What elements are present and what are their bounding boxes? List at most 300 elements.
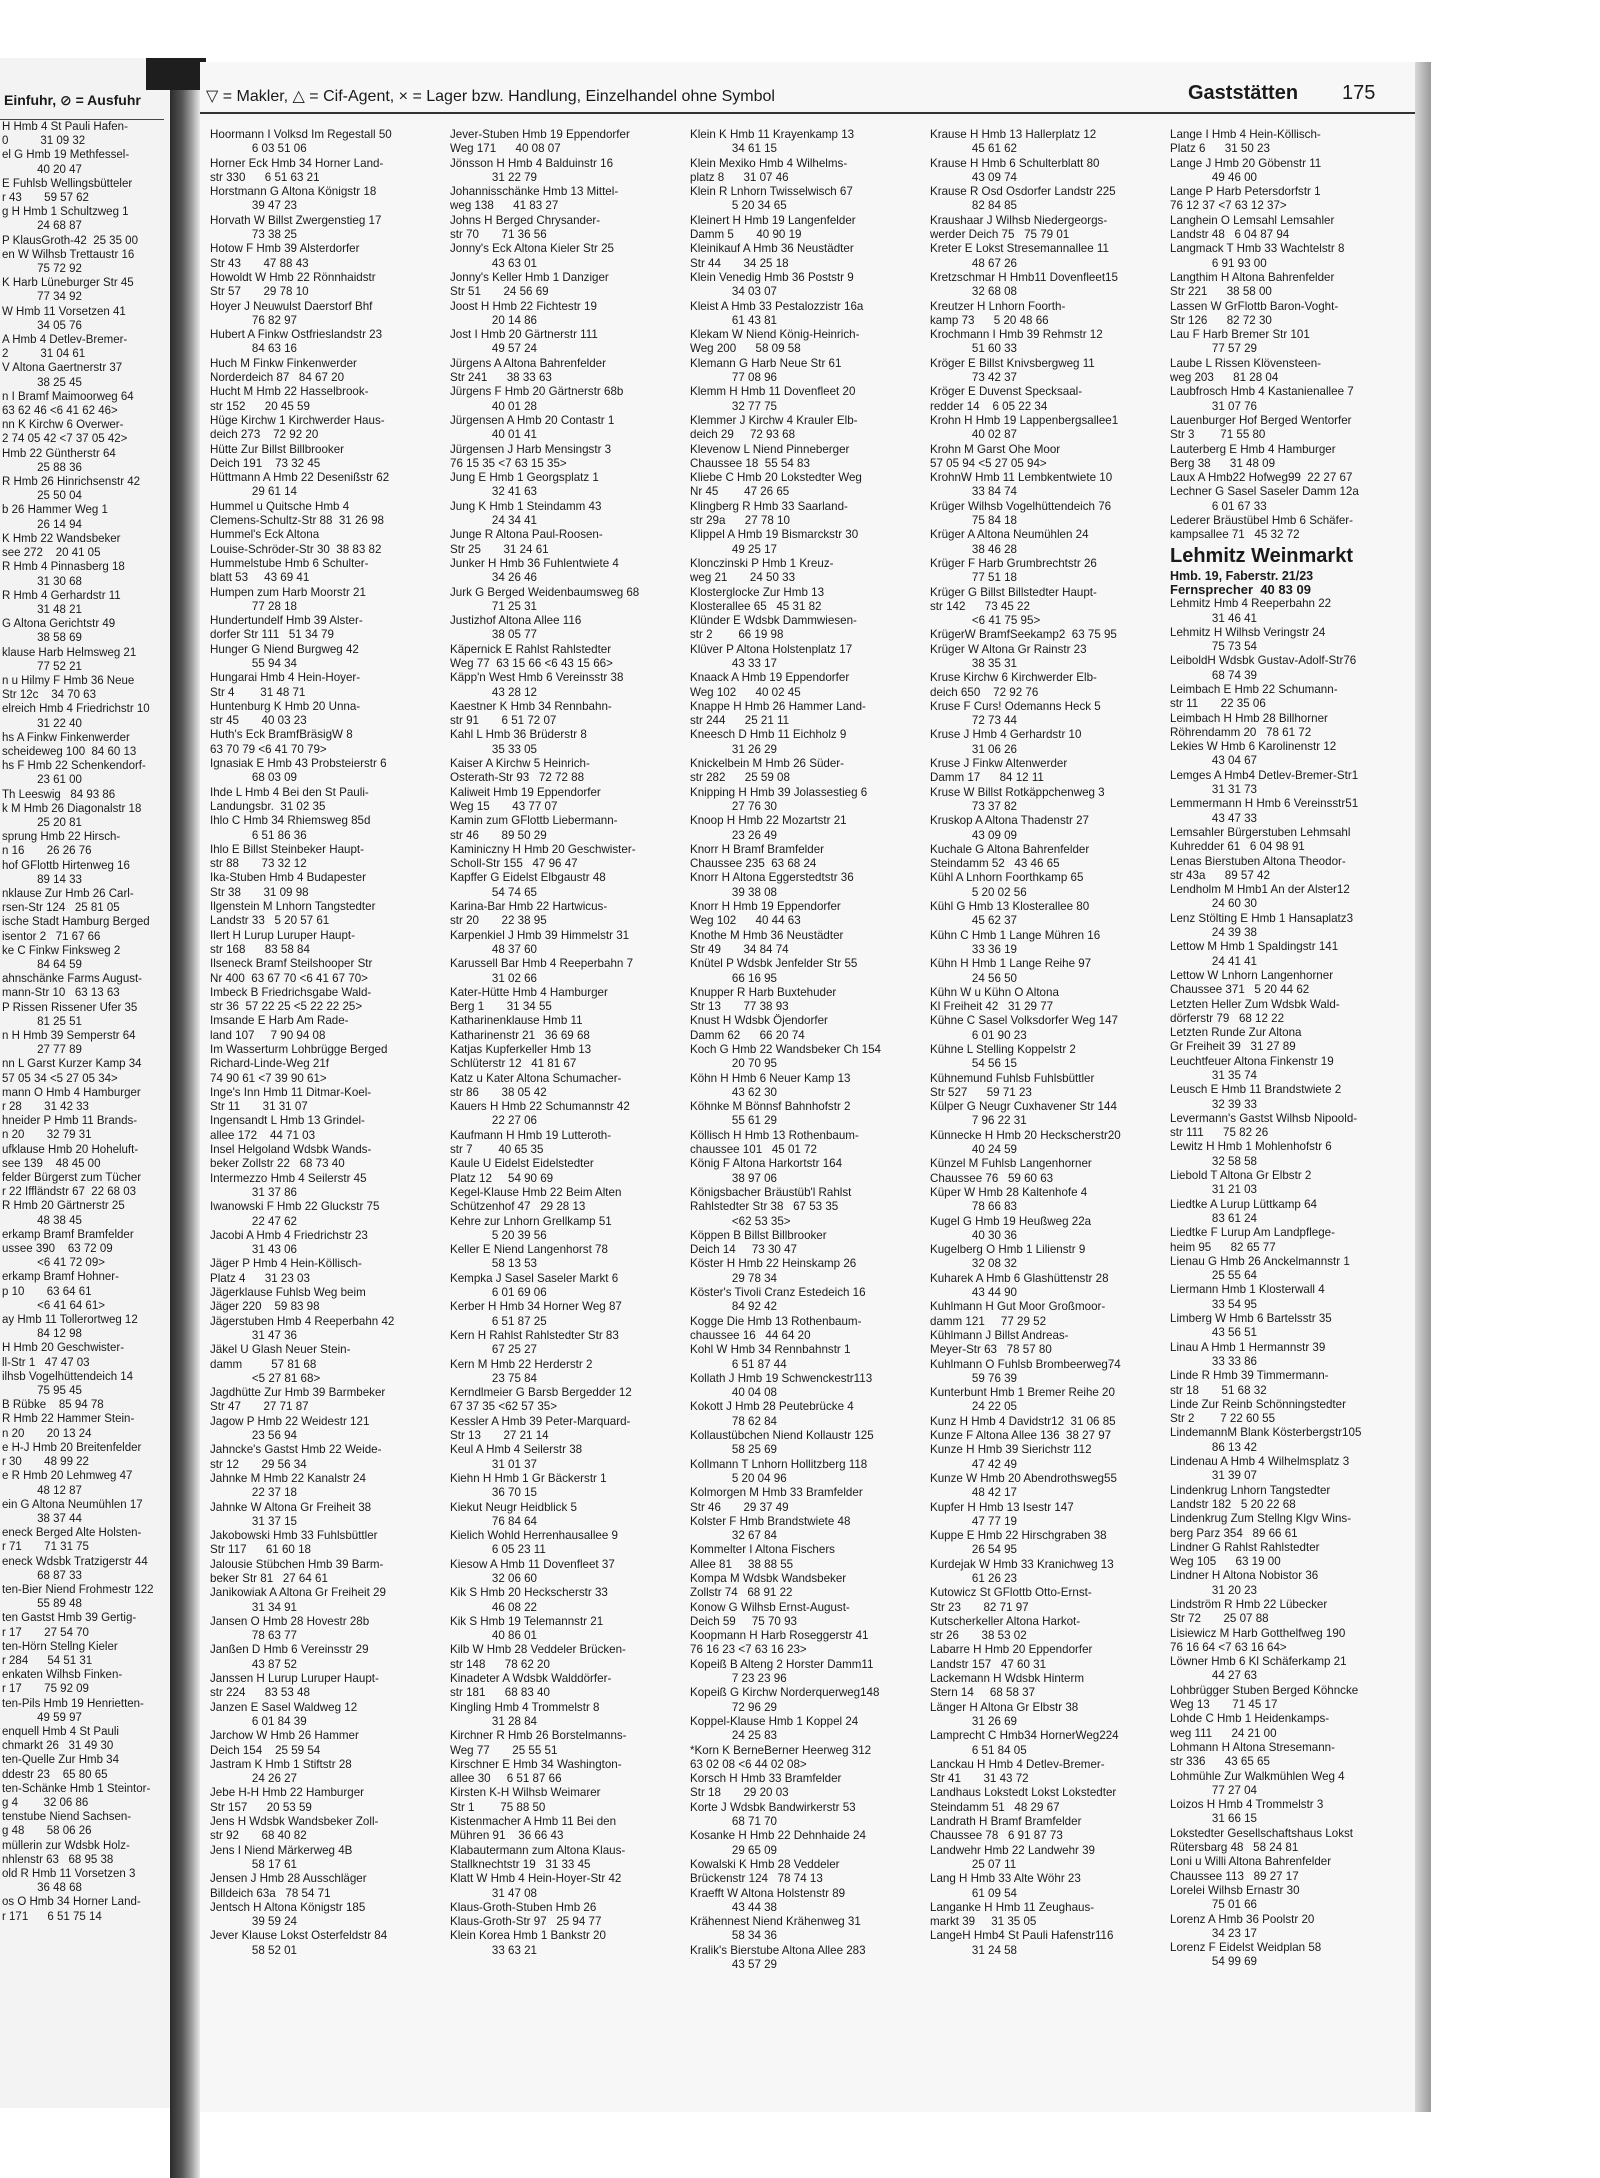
entry-line: Deich 191 73 32 45 — [210, 456, 321, 470]
entry-line: Kühl A Lnhorn Foorthkamp 65 — [930, 871, 1084, 885]
previous-page-line: b 26 Hammer Weg 1 — [2, 504, 108, 517]
entry-line: Kiesow A Hmb 11 Dovenfleet 37 — [450, 1557, 615, 1571]
entry-phone-line: 32 77 75 — [690, 399, 778, 413]
entry-phone-line: 86 13 42 — [1170, 1440, 1258, 1454]
entry-line: Str 221 38 58 00 — [1170, 285, 1272, 299]
entry-line: Hunger G Niend Burgweg 42 — [210, 642, 359, 656]
entry-line: Kliebe C Hmb 20 Lokstedter Weg — [690, 471, 862, 485]
entry-line: Lehmitz Hmb 4 Reeperbahn 22 — [1170, 597, 1332, 611]
previous-page-line: 75 95 45 — [2, 1385, 82, 1398]
entry-line: Inge's Inn Hmb 11 Ditmar-Koel- — [210, 1085, 372, 1099]
entry-phone-line: 54 99 69 — [1170, 1955, 1258, 1969]
entry-line: Krohn M Garst Ohe Moor — [930, 442, 1061, 456]
entry-line: Horstmann G Altona Königstr 18 — [210, 185, 377, 199]
entry-line: Kinadeter A Wdsbk Walddörfer- — [450, 1672, 612, 1686]
entry-line: Koch G Hmb 22 Wandsbeker Ch 154 — [690, 1043, 881, 1056]
entry-line: str 111 75 82 26 — [1170, 1126, 1269, 1140]
entry-line: Jever Klause Lokst Osterfeldstr 84 — [210, 1929, 388, 1943]
entry-line: Ihde L Hmb 4 Bei den St Pauli- — [210, 785, 369, 799]
entry-line: markt 39 31 35 05 — [930, 1915, 1037, 1929]
entry-line: Hummel u Quitsche Hmb 4 — [210, 499, 350, 513]
entry-line: 67 37 35 <62 57 35> — [450, 1400, 558, 1414]
entry-line: str 45 40 03 23 — [210, 714, 307, 728]
entry-line: Laube L Rissen Klövensteen- — [1170, 356, 1322, 370]
entry-line: Knickelbein M Hmb 26 Süder- — [690, 757, 845, 771]
entry-line: kamp 73 5 20 48 66 — [930, 313, 1049, 327]
entry-phone-line: 24 60 30 — [1170, 897, 1258, 911]
entry-line: str 142 73 45 22 — [930, 599, 1030, 613]
entry-line: Str 117 61 60 18 — [210, 1543, 311, 1557]
entry-line: 76 16 64 <7 63 16 64> — [1170, 1640, 1287, 1654]
entry-phone-line: 40 30 36 — [930, 1228, 1018, 1242]
entry-line: Knothe M Hmb 36 Neustädter — [690, 928, 844, 942]
page-header — [200, 82, 1415, 114]
entry-line: str 2 66 19 98 — [690, 628, 784, 642]
entry-phone-line: 43 87 52 — [210, 1657, 298, 1671]
previous-page-line: ke C Finkw Finksweg 2 — [2, 944, 121, 957]
entry-line: Scholl-Str 155 47 96 47 — [450, 857, 578, 871]
entry-phone-line: 31 37 86 — [210, 1185, 298, 1199]
previous-page-line: r 28 31 42 33 — [2, 1101, 89, 1114]
entry-line: Kommelter I Altona Fischers — [690, 1543, 835, 1557]
entry-line: platz 8 31 07 46 — [690, 170, 789, 184]
entry-line: Knorr H Altona Eggerstedtstr 36 — [690, 871, 854, 885]
entry-phone-line: 32 08 32 — [930, 1257, 1018, 1271]
previous-page-line: ussee 390 63 72 09 — [2, 1243, 113, 1256]
entry-line: Howoldt W Hmb 22 Rönnhaidstr — [210, 270, 376, 284]
entry-line: Lohmühle Zur Walkmühlen Weg 4 — [1170, 1769, 1345, 1783]
entry-line: Klein R Lnhorn Twisselwisch 67 — [690, 185, 853, 199]
entry-line: Str 3 71 55 80 — [1170, 428, 1266, 442]
entry-line: Kutscherkeller Altona Harkot- — [930, 1614, 1081, 1628]
entry-line: land 107 7 90 94 08 — [210, 1028, 326, 1042]
entry-line: Kühlmann J Billst Andreas- — [930, 1328, 1069, 1342]
entry-line: Steindamm 52 43 46 65 — [930, 857, 1060, 871]
previous-page-line: K Harb Lüneburger Str 45 — [2, 277, 134, 290]
entry-line: Insel Helgoland Wdsbk Wands- — [210, 1143, 372, 1157]
entry-line: Richard-Linde-Weg 21f — [210, 1057, 330, 1071]
entry-line: Platz 12 54 90 69 — [450, 1171, 554, 1185]
entry-phone-line: 43 33 17 — [690, 656, 778, 670]
directory-column-2 — [450, 128, 682, 2088]
entry-line: Kaiser A Kirchw 5 Heinrich- — [450, 757, 590, 771]
previous-page-line: 25 88 36 — [2, 461, 82, 474]
entry-phone-line: 31 22 79 — [450, 170, 538, 184]
previous-page-line: n 20 20 13 24 — [2, 1427, 92, 1440]
entry-phone-line: <62 53 35> — [690, 1214, 791, 1228]
entry-line: 76 12 37 <7 63 12 37> — [1170, 199, 1287, 213]
directory-page — [200, 62, 1415, 2112]
previous-page-line: hs A Finkw Finkenwerder — [2, 731, 130, 744]
previous-page-line: hneider P Hmb 11 Brands- — [2, 1115, 138, 1128]
entry-line: Lassen W GrFlottb Baron-Voght- — [1170, 299, 1339, 313]
entry-phone-line: 61 43 81 — [690, 313, 778, 327]
entry-line: Weg 15 43 77 07 — [450, 799, 558, 813]
entry-line: Kühne C Sasel Volksdorfer Weg 147 — [930, 1014, 1118, 1028]
entry-line: Klaus-Groth-Str 97 25 94 77 — [450, 1915, 602, 1929]
entry-line: Kingling Hmb 4 Trommelstr 8 — [450, 1700, 600, 1714]
entry-line: Krähennest Niend Krähenweg 31 — [690, 1915, 861, 1929]
entry-line: Katharinenklause Hmb 11 — [450, 1014, 583, 1028]
entry-line: Deich 14 73 30 47 — [690, 1243, 797, 1257]
previous-page-header: Einfuhr, ⊘ = Ausfuhr — [0, 58, 164, 120]
entry-line: Klemmer J Kirchw 4 Krauler Elb- — [690, 413, 858, 427]
previous-page-line: 24 68 87 — [2, 220, 82, 233]
entry-line: Knipping H Hmb 39 Jolassestieg 6 — [690, 785, 868, 799]
entry-phone-line: 83 61 24 — [1170, 1211, 1258, 1225]
previous-page-line: 25 50 04 — [2, 490, 82, 503]
previous-page-line: B Rübke 85 94 78 — [2, 1399, 104, 1412]
entry-phone-line: 49 46 00 — [1170, 170, 1258, 184]
entry-phone-line: 31 28 84 — [450, 1714, 538, 1728]
entry-line: Lohde C Hmb 1 Heidenkamps- — [1170, 1712, 1330, 1726]
entry-line: Lenas Bierstuben Altona Theodor- — [1170, 854, 1346, 868]
entry-line: Kehre zur Lnhorn Grellkamp 51 — [450, 1214, 612, 1228]
entry-line: Hüttmann A Hmb 22 Desenißstr 62 — [210, 471, 390, 485]
previous-page-line: Th Leeswig 84 93 86 — [2, 788, 116, 801]
previous-page-line: Str 12c 34 70 63 — [2, 689, 96, 702]
entry-line: Louise-Schröder-Str 30 38 83 82 — [210, 542, 382, 556]
entry-line: Knust H Wdsbk Öjendorfer — [690, 1014, 828, 1028]
entry-phone-line: 33 84 74 — [930, 485, 1018, 499]
entry-line: Weg 171 40 08 07 — [450, 142, 561, 156]
entry-line: chaussee 16 44 64 20 — [690, 1328, 811, 1342]
entry-line: Kruskop A Altona Thadenstr 27 — [930, 814, 1089, 828]
entry-line: str 152 20 45 59 — [210, 399, 310, 413]
entry-line: Kaule U Eidelst Eidelstedter — [450, 1157, 594, 1171]
entry-line: Joost H Hmb 22 Fichtestr 19 — [450, 299, 597, 313]
previous-page-line: r 284 54 51 31 — [2, 1654, 93, 1667]
entry-phone-line: 32 06 60 — [450, 1571, 538, 1585]
entry-line: Lendholm M Hmb1 An der Alster12 — [1170, 883, 1350, 897]
entry-line: str 148 78 62 20 — [450, 1657, 550, 1671]
entry-phone-line: 39 47 23 — [210, 199, 298, 213]
entry-phone-line: 31 20 23 — [1170, 1583, 1258, 1597]
previous-page-line: <6 41 64 61> — [2, 1299, 105, 1312]
entry-line: Lederer Bräustübel Hmb 6 Schäfer- — [1170, 514, 1354, 528]
entry-phone-line: 25 07 11 — [930, 1857, 1017, 1871]
entry-line: Krüger W Altona Gr Rainstr 23 — [930, 642, 1087, 656]
entry-line: Kraefft W Altona Holstenstr 89 — [690, 1886, 846, 1900]
entry-line: Str 13 27 21 14 — [450, 1429, 549, 1443]
entry-line: Kirsten K-H Wilhsb Weimarer — [450, 1786, 601, 1800]
entry-line: Chaussee 76 59 60 63 — [930, 1171, 1054, 1185]
entry-line: Kaufmann H Hmb 19 Lutteroth- — [450, 1128, 612, 1142]
entry-line: Stallknechtstr 19 31 33 45 — [450, 1857, 591, 1871]
previous-page-line: tenstube Niend Sachsen- — [2, 1811, 132, 1824]
entry-line: Klatt W Hmb 4 Hein-Hoyer-Str 42 — [450, 1872, 622, 1886]
entry-line: Krause H Hmb 13 Hallerplatz 12 — [930, 128, 1097, 141]
entry-line: deich 273 72 92 20 — [210, 428, 319, 442]
entry-line: Limberg W Hmb 6 Bartelsstr 35 — [1170, 1312, 1332, 1326]
entry-phone-line: 6 51 84 05 — [930, 1743, 1027, 1757]
entry-phone-line: 31 31 73 — [1170, 783, 1258, 797]
entry-phone-line: 31 06 26 — [930, 742, 1018, 756]
entry-line: str 12 29 56 34 — [210, 1457, 307, 1471]
directory-column-5 — [1170, 128, 1402, 2088]
entry-line: Kompa M Wdsbk Wandsbeker — [690, 1571, 847, 1585]
entry-line: Krüger A Altona Neumühlen 24 — [930, 528, 1089, 542]
entry-line: Jung E Hmb 1 Georgsplatz 1 — [450, 471, 599, 485]
previous-page-line: chmarkt 26 31 49 30 — [2, 1740, 114, 1753]
entry-line: Lanckau H Hmb 4 Detlev-Bremer- — [930, 1757, 1105, 1771]
entry-line: Hundertundelf Hmb 39 Alster- — [210, 614, 363, 628]
previous-page-line: ten Gastst Hmb 39 Gertig- — [2, 1612, 137, 1625]
entry-line: Platz 6 31 50 23 — [1170, 142, 1270, 156]
entry-phone-line: 24 34 41 — [450, 514, 538, 528]
entry-line: Leuchtfeuer Altona Finkenstr 19 — [1170, 1054, 1334, 1068]
previous-page-line: nn L Garst Kurzer Kamp 34 — [2, 1058, 142, 1071]
previous-page-line: r 30 48 99 22 — [2, 1456, 89, 1469]
previous-page-line: 38 25 45 — [2, 376, 82, 389]
previous-page-line: hof GFlottb Hirtenweg 16 — [2, 859, 130, 872]
entry-line: König F Altona Harkortstr 164 — [690, 1157, 843, 1171]
entry-line: Karussell Bar Hmb 4 Reeperbahn 7 — [450, 957, 634, 971]
entry-line: Huth's Eck BramfBräsigW 8 — [210, 728, 353, 742]
entry-line: Ignasiak E Hmb 43 Probsteierstr 6 — [210, 757, 387, 771]
entry-line: Jäkel U Glash Neuer Stein- — [210, 1343, 351, 1357]
entry-line: Kern H Rahlst Rahlstedter Str 83 — [450, 1328, 619, 1342]
previous-page-line: 36 48 68 — [2, 1882, 82, 1895]
entry-line: Kohl W Hmb 34 Rennbahnstr 1 — [690, 1343, 851, 1357]
entry-phone-line: 43 28 12 — [450, 685, 538, 699]
section-title: Gaststätten — [1188, 82, 1299, 104]
entry-phone-line: 72 73 44 — [930, 714, 1018, 728]
entry-line: Loni u Willi Altona Bahrenfelder — [1170, 1855, 1332, 1869]
entry-line: Lamprecht C Hmb34 HornerWeg224 — [930, 1729, 1119, 1743]
entry-line: Königsbacher Bräustüb'l Rahlst — [690, 1185, 852, 1199]
entry-line: Str 527 59 71 23 — [930, 1085, 1032, 1099]
previous-page-entries — [0, 120, 170, 1924]
entry-phone-line: 68 03 09 — [210, 771, 298, 785]
entry-line: Klüver P Altona Holstenplatz 17 — [690, 642, 853, 656]
entry-line: Meyer-Str 63 78 57 80 — [930, 1343, 1052, 1357]
entry-line: Lechner G Sasel Saseler Damm 12a — [1170, 485, 1359, 499]
entry-line: Kreutzer H Lnhorn Foorth- — [930, 299, 1066, 313]
entry-phone-line: 78 66 83 — [930, 1200, 1018, 1214]
entry-phone-line: 58 34 36 — [690, 1929, 778, 1943]
entry-line: Ihlo E Billst Steinbeker Haupt- — [210, 842, 365, 856]
entry-line: Landstr 182 5 20 22 68 — [1170, 1497, 1296, 1511]
previous-page-line: nhlenstr 63 68 95 38 — [2, 1853, 114, 1866]
entry-line: Hucht M Hmb 22 Hasselbrook- — [210, 385, 369, 399]
entry-phone-line: 32 58 58 — [1170, 1154, 1258, 1168]
entry-line: Krüger Wilhsb Vogelhüttendeich 76 — [930, 499, 1112, 513]
entry-line: Junker H Hmb 36 Fuhlentwiete 4 — [450, 556, 619, 570]
entry-line: Kirchner R Hmb 26 Borstelmanns- — [450, 1729, 627, 1743]
entry-line: Weg 77 63 15 66 <6 43 15 66> — [450, 656, 613, 670]
entry-line: Lenz Stölting E Hmb 1 Hansaplatz3 — [1170, 911, 1354, 925]
entry-line: beker Zollstr 22 68 73 40 — [210, 1157, 345, 1171]
entry-line: Str 157 20 53 59 — [210, 1800, 312, 1814]
symbol-legend: ▽ = Makler, △ = Cif-Agent, × = Lager bzw. Handlung, Einzelhandel ohne Symbol — [206, 88, 775, 105]
entry-line: Keul A Hmb 4 Seilerstr 38 — [450, 1443, 583, 1457]
entry-line: Hubert A Finkw Ostfrieslandstr 23 — [210, 328, 383, 342]
entry-line: str 168 83 58 84 — [210, 942, 310, 956]
entry-line: 63 02 08 <6 44 02 08> — [690, 1757, 807, 1771]
entry-phone-line: 43 57 29 — [690, 1958, 778, 1971]
entry-line: Im Wasserturm Lohbrügge Berged — [210, 1043, 388, 1056]
entry-phone-line: 75 73 54 — [1170, 640, 1258, 654]
entry-line: Landstr 48 6 04 87 94 — [1170, 228, 1290, 242]
entry-line: Jahncke's Gastst Hmb 22 Weide- — [210, 1443, 382, 1457]
previous-page-line: n 20 32 79 31 — [2, 1129, 92, 1142]
entry-phone-line: 78 63 77 — [210, 1629, 298, 1643]
previous-page-line: felder Bürgerst zum Tücher — [2, 1172, 142, 1185]
entry-line: Deich 59 75 70 93 — [690, 1614, 797, 1628]
entry-line: Loizos H Hmb 4 Trommelstr 3 — [1170, 1798, 1324, 1812]
entry-line: str 244 25 21 11 — [690, 714, 790, 728]
entry-line: Lohmann H Altona Stresemann- — [1170, 1740, 1335, 1754]
entry-phone-line: 29 61 14 — [210, 485, 298, 499]
entry-phone-line: 6 01 84 39 — [210, 1714, 307, 1728]
entry-line: Str 43 47 88 43 — [210, 256, 309, 270]
entry-line: Kneesch D Hmb 11 Eichholz 9 — [690, 728, 847, 742]
previous-page-line: nklause Zur Hmb 26 Carl- — [2, 887, 134, 900]
entry-phone-line: 24 26 27 — [210, 1772, 298, 1786]
entry-phone-line: 73 37 82 — [930, 799, 1018, 813]
entry-phone-line: 23 56 94 — [210, 1429, 298, 1443]
previous-page-line: g H Hmb 1 Schultzweg 1 — [2, 206, 129, 219]
entry-phone-line: 31 43 06 — [210, 1243, 298, 1257]
entry-line: Jäger P Hmb 4 Hein-Köllisch- — [210, 1257, 362, 1271]
entry-line: Jönsson H Hmb 4 Balduinstr 16 — [450, 156, 614, 170]
previous-page-line: R Hmb 26 Hinrichsenstr 42 — [2, 476, 141, 489]
previous-page-line: r 71 71 31 75 — [2, 1541, 89, 1554]
previous-page-line: rsen-Str 124 25 81 05 — [2, 902, 120, 915]
previous-page-line: ay Hmb 11 Tollerortweg 12 — [2, 1314, 138, 1327]
entry-line: Kuhredder 61 6 04 98 91 — [1170, 840, 1305, 854]
entry-phone-line: 33 63 21 — [450, 1943, 538, 1957]
entry-line: Lindenkrug Lnhorn Tangstedter — [1170, 1483, 1331, 1497]
previous-page-line: n u Hilmy F Hmb 36 Neue — [2, 674, 135, 687]
entry-line: Kaliweit Hmb 19 Eppendorfer — [450, 785, 601, 799]
entry-line: allee 30 6 51 87 66 — [450, 1772, 562, 1786]
previous-page-line: P KlausGroth-42 25 35 00 — [2, 234, 138, 247]
entry-phone-line: 24 41 41 — [1170, 954, 1258, 968]
entry-phone-line: 25 55 64 — [1170, 1269, 1258, 1283]
entry-line: Krochmann I Hmb 39 Rehmstr 12 — [930, 328, 1103, 342]
previous-page-line: ten-Pils Hmb 19 Henrietten- — [2, 1697, 144, 1710]
previous-page-line: sprung Hmb 22 Hirsch- — [2, 831, 121, 844]
entry-phone-line: 84 63 16 — [210, 342, 298, 356]
previous-page-line: old R Hmb 11 Vorsetzen 3 — [2, 1867, 136, 1880]
entry-phone-line: 5 20 34 65 — [690, 199, 787, 213]
entry-line: Lienau G Hmb 26 Anckelmannstr 1 — [1170, 1254, 1350, 1268]
entry-line: Weg 105 63 19 00 — [1170, 1555, 1281, 1569]
entry-line: Levermann's Gastst Wilhsb Nipoold- — [1170, 1111, 1358, 1125]
entry-line: Jahnke M Hmb 22 Kanalstr 24 — [210, 1471, 366, 1485]
entry-line: Jastram K Hmb 1 Stiftstr 28 — [210, 1757, 352, 1771]
entry-line: Klevenow L Niend Pinneberger — [690, 442, 850, 456]
entry-line: Fernsprecher 40 83 09 — [1170, 582, 1311, 597]
entry-phone-line: 32 41 63 — [450, 485, 538, 499]
previous-page-line: mann O Hmb 4 Hamburger — [2, 1086, 141, 1099]
entry-line: Kunze H Hmb 39 Sierichstr 112 — [930, 1443, 1092, 1457]
entry-line: weg 111 24 21 00 — [1170, 1726, 1277, 1740]
entry-phone-line: 77 51 18 — [930, 571, 1018, 585]
entry-line: Intermezzo Hmb 4 Seilerstr 45 — [210, 1171, 367, 1185]
entry-phone-line: 55 61 29 — [690, 1114, 778, 1128]
previous-page-line: ddestr 23 65 80 65 — [2, 1768, 108, 1781]
entry-line: Kreter E Lokst Stresemannallee 11 — [930, 242, 1109, 256]
entry-line: Lettow M Hmb 1 Spaldingstr 141 — [1170, 940, 1339, 954]
entry-phone-line: 48 67 26 — [930, 256, 1018, 270]
entry-line: Berg 38 31 48 09 — [1170, 456, 1276, 470]
entry-phone-line: 47 77 19 — [930, 1514, 1018, 1528]
entry-phone-line: 6 51 87 25 — [450, 1314, 547, 1328]
entry-phone-line: 34 23 17 — [1170, 1926, 1258, 1940]
entry-phone-line: 45 62 37 — [930, 914, 1018, 928]
entry-line: Laubfrosch Hmb 4 Kastanienallee 7 — [1170, 385, 1354, 399]
entry-line: Damm 5 40 90 19 — [690, 228, 802, 242]
directory-column-4 — [930, 128, 1162, 2088]
previous-page-line: klause Harb Helmsweg 21 — [2, 646, 137, 659]
entry-phone-line: 7 96 22 31 — [930, 1114, 1027, 1128]
entry-line: Katz u Kater Altona Schumacher- — [450, 1071, 622, 1085]
entry-line: Klippel A Hmb 19 Bismarckstr 30 — [690, 528, 859, 542]
previous-page-line: elreich Hmb 4 Friedrichstr 10 — [2, 703, 150, 716]
entry-line: str 26 38 53 02 — [930, 1629, 1027, 1643]
entry-phone-line: 49 25 17 — [690, 542, 778, 556]
entry-line: Korte J Wdsbk Bandwirkerstr 53 — [690, 1800, 856, 1814]
entry-line: Zollstr 74 68 91 22 — [690, 1586, 793, 1600]
entry-line: Allee 81 38 88 55 — [690, 1557, 794, 1571]
entry-line: Str 72 25 07 88 — [1170, 1612, 1269, 1626]
entry-phone-line: 39 38 08 — [690, 885, 778, 899]
previous-page-line: 84 64 59 — [2, 958, 82, 971]
entry-phone-line: 32 68 08 — [930, 285, 1018, 299]
previous-page-line: r 17 75 92 09 — [2, 1683, 89, 1696]
entry-line: weg 138 41 83 27 — [450, 199, 559, 213]
entry-phone-line: 24 39 38 — [1170, 926, 1258, 940]
entry-line: 74 90 61 <7 39 90 61> — [210, 1071, 327, 1085]
entry-line: Katjas Kupferkeller Hmb 13 — [450, 1043, 592, 1056]
entry-line: Krohn H Hmb 19 Lappenbergsallee1 — [930, 413, 1119, 427]
entry-line: Jonny's Eck Altona Kieler Str 25 — [450, 242, 614, 256]
entry-line: Kretzschmar H Hmb11 Dovenfleet15 — [930, 270, 1118, 284]
previous-page-line: g 4 32 06 86 — [2, 1796, 89, 1809]
entry-line: Kollath J Hmb 19 Schwenckestr113 — [690, 1371, 873, 1385]
entry-line: Jarchow W Hmb 26 Hammer — [210, 1729, 359, 1743]
entry-line: chaussee 101 45 01 72 — [690, 1143, 817, 1157]
entry-line: Junge R Altona Paul-Roosen- — [450, 528, 603, 542]
entry-line: Schützenhof 47 29 28 13 — [450, 1200, 586, 1214]
previous-page-line: E Fuhlsb Wellingsbütteler — [2, 177, 133, 190]
entry-line: Billdeich 63a 78 54 71 — [210, 1886, 331, 1900]
previous-page-line: 77 34 92 — [2, 291, 82, 304]
entry-line: Knorr H Hmb 19 Eppendorfer — [690, 900, 841, 914]
entry-phone-line: 29 65 09 — [690, 1843, 778, 1857]
entry-line: Kessler A Hmb 39 Peter-Marquard- — [450, 1414, 631, 1428]
entry-line: Kopeiß B Alteng 2 Horster Damm11 — [690, 1657, 874, 1671]
entry-line: Kollaustübchen Niend Kollaustr 125 — [690, 1429, 874, 1443]
entry-phone-line: 6 05 23 11 — [450, 1543, 546, 1557]
entry-phone-line: 32 67 84 — [690, 1529, 778, 1543]
entry-line: Jägerstuben Hmb 4 Reeperbahn 42 — [210, 1314, 395, 1328]
entry-line: Lackemann H Wdsbk Hinterm — [930, 1672, 1084, 1686]
entry-line: Horner Eck Hmb 34 Horner Land- — [210, 156, 384, 170]
entry-phone-line: 33 33 86 — [1170, 1354, 1258, 1368]
previous-page-line: e R Hmb 20 Lehmweg 47 — [2, 1470, 133, 1483]
entry-line: Kuppe E Hmb 22 Hirschgraben 38 — [930, 1529, 1107, 1543]
entry-line: redder 14 6 05 22 34 — [930, 399, 1048, 413]
entry-phone-line: 43 47 33 — [1170, 811, 1258, 825]
entry-line: Koppel-Klause Hmb 1 Koppel 24 — [690, 1714, 859, 1728]
previous-page-line: P Rissen Rissener Ufer 35 — [2, 1001, 138, 1014]
entry-line: Berg 1 31 34 55 — [450, 1000, 552, 1014]
entry-phone-line: 46 08 22 — [450, 1600, 538, 1614]
